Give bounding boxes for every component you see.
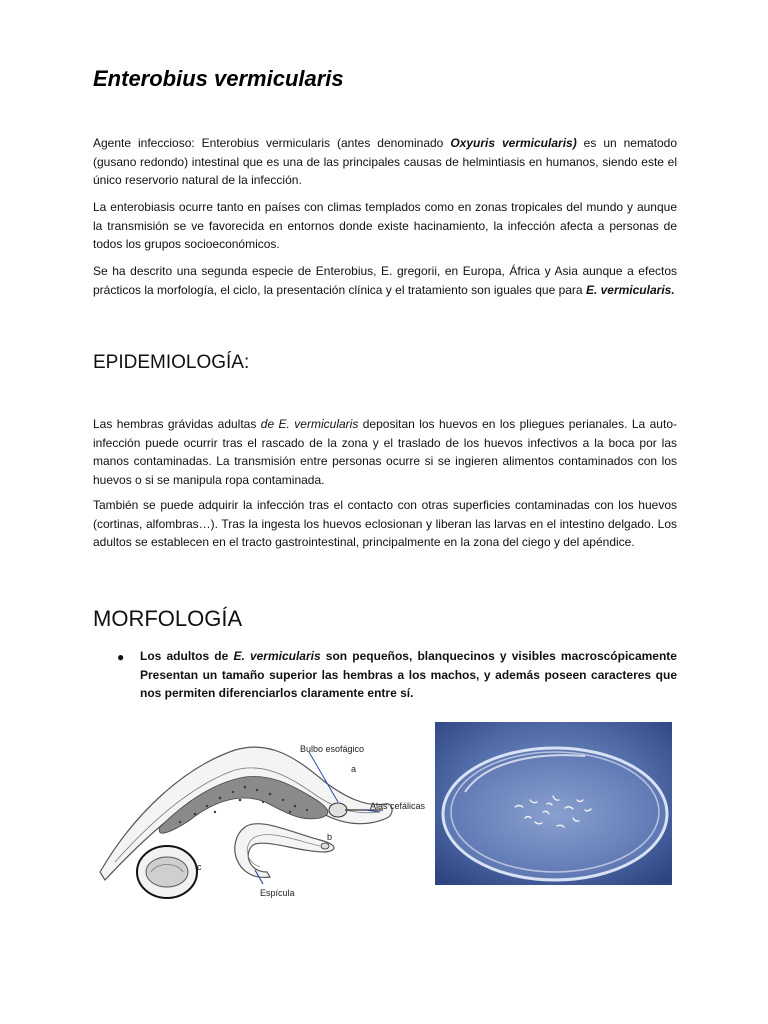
morfologia-heading: MORFOLOGÍA bbox=[93, 606, 243, 631]
male-worm-outline bbox=[235, 824, 334, 878]
intro-paragraph-2: La enterobiasis ocurre tanto en países con climas templados como en zonas tropicales del mundo y aunque la transmisión se ve favorecida en entornos donde existe hacinamiento, la infección afecta a personas de todos los grupos socioeconómicos. bbox=[93, 200, 677, 251]
worm-diagram bbox=[95, 722, 425, 917]
label-c: c bbox=[197, 862, 202, 872]
epidemiologia-paragraph-1: Las hembras grávidas adultas de E. vermicularis depositan los huevos en los pliegues perianales. La auto-infección puede ocurrir tras el rascado de la zona y el traslado de los huevos infectivos a la boca por las manos contaminadas. La transmisión entre personas ocurre si se ingieren alimentos contaminados con los huevos o si se manipula ropa contaminada. bbox=[93, 417, 677, 487]
label-alas-cefalicas: Alas cefálicas bbox=[370, 801, 425, 811]
intro-paragraph-1: Agente infeccioso: Enterobius vermicularis (antes denominado Oxyuris vermicularis) es un nematodo (gusano redondo) intestinal que es una de las principales causas de helmintiasis en humanos, siendo este el único reservorio natural de la infección. bbox=[93, 136, 678, 187]
document-title: Enterobius vermicularis bbox=[93, 66, 344, 91]
bullet-icon: ● bbox=[117, 650, 125, 664]
morfologia-bullet-text: Los adultos de E. vermicularis son pequeños, blanquecinos y visibles macroscópicamente Presentan un tamaño superior las hembras a los machos, y además poseen caracteres que nos permiten diferenciarlos claramente entre sí. bbox=[140, 649, 677, 700]
label-b: b bbox=[327, 832, 333, 842]
petri-dish bbox=[443, 748, 667, 880]
esophageal-bulb bbox=[329, 803, 347, 817]
label-a: a bbox=[351, 764, 357, 774]
petri-dish-photo bbox=[435, 722, 672, 885]
intro-paragraph-3: Se ha descrito una segunda especie de Enterobius, E. gregorii, en Europa, África y Asia aunque a efectos prácticos la morfología, el ciclo, la presentación clínica y el tratamiento son iguales que para E. vermicularis. bbox=[93, 264, 677, 297]
label-espicula: Espícula bbox=[260, 888, 295, 898]
epidemiologia-heading: EPIDEMIOLOGÍA: bbox=[93, 352, 250, 373]
epidemiologia-paragraph-2: También se puede adquirir la infección tras el contacto con otras superficies contaminadas con los huevos (cortinas, alfombras…). Tras la ingesta los huevos eclosionan y liberan las larvas en el intestino delgado. Los adultos se establecen en el tracto gastrointestinal, principalmente en la zona del ciego y del apéndice. bbox=[93, 498, 677, 549]
label-bulbo-esofagico: Bulbo esofágico bbox=[300, 744, 365, 754]
